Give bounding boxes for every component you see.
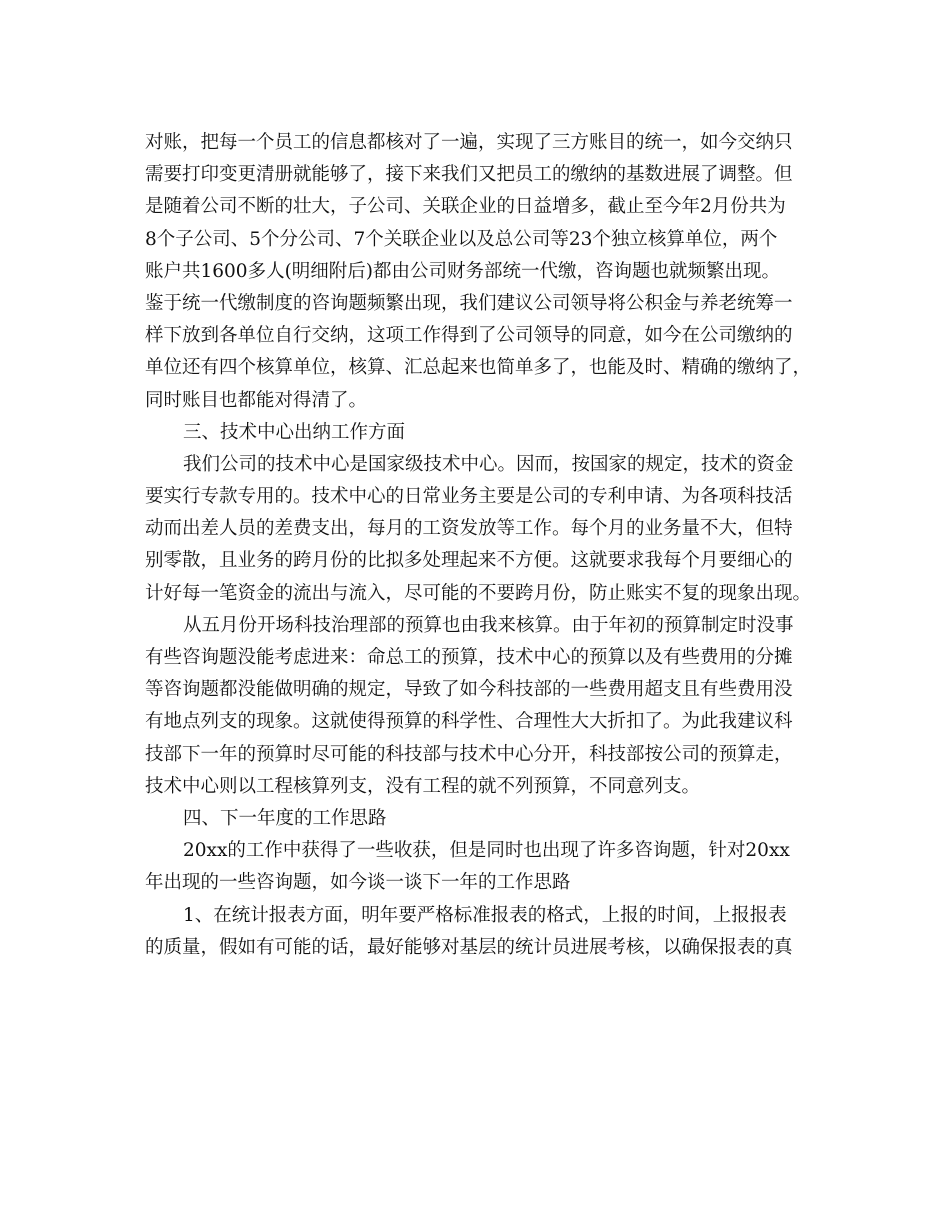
text-line: 动而出差人员的差费支出，每月的工资发放等工作。每个月的业务量不大，但特 [145,518,793,540]
text-line: 等咨询题都没能做明确的规定，导致了如今科技部的一些费用超支且有些费用没 [145,679,793,701]
text-line: 同时账目也都能对得清了。 [145,389,368,411]
text-line: 8个子公司、5个分公司、7个关联企业以及总公司等23个独立核算单位，两个 [145,228,778,250]
text-line: 20xx的工作中获得了一些收获，但是同时也出现了许多咨询题，针对20xx [183,840,790,862]
text-line: 有些咨询题没能考虑进来：命总工的预算，技术中心的预算以及有些费用的分摊 [145,647,793,668]
text-line: 计好每一笔资金的流出与流入，尽可能的不要跨月份，防止账实不复的现象出现。 [145,582,812,604]
text-line: 是随着公司不断的壮大，子公司、关联企业的日益增多，截止至今年2月份共为 [145,196,786,218]
section-heading: 三、技术中心出纳工作方面 [183,421,406,443]
text-line: 技部下一年的预算时尽可能的科技部与技术中心分开，科技部按公司的预算走， [145,743,793,765]
text-line: 需要打印变更清册就能够了，接下来我们又把员工的缴纳的基数进展了调整。但 [145,164,793,186]
section-heading: 四、下一年度的工作思路 [183,807,387,829]
text-line: 1、在统计报表方面，明年要严格标准报表的格式，上报的时间，上报报表 [183,904,787,926]
document-body [145,127,815,964]
text-line: 从五月份开场科技治理部的预算也由我来核算。由于年初的预算制定时没事 [183,614,794,636]
text-line: 对账，把每一个员工的信息都核对了一遍，实现了三方账目的统一，如今交纳只 [145,132,793,153]
text-line: 别零散，且业务的跨月份的比拟多处理起来不方便。这就要求我每个月要细心的 [145,550,793,572]
text-line: 我们公司的技术中心是国家级技术中心。因而，按国家的规定，技术的资金 [183,453,794,475]
text-line: 鉴于统一代缴制度的咨询题频繁出现，我们建议公司领导将公积金与养老统筹一 [145,292,793,314]
text-line: 样下放到各单位自行交纳，这项工作得到了公司领导的同意，如今在公司缴纳的 [145,325,793,347]
text-line: 单位还有四个核算单位，核算、汇总起来也简单多了，也能及时、精确的缴纳了， [145,357,812,379]
text-line: 要实行专款专用的。技术中心的日常业务主要是公司的专利申请、为各项科技活 [145,486,793,508]
text-line: 的质量，假如有可能的话，最好能够对基层的统计员进展考核，以确保报表的真 [145,936,793,958]
text-line: 技术中心则以工程核算列支，没有工程的就不列预算，不同意列支。 [145,775,701,797]
text-line: 账户共1600多人(明细附后)都由公司财务部统一代缴，咨询题也就频繁出现。 [145,260,781,282]
text-line: 年出现的一些咨询题，如今谈一谈下一年的工作思路 [145,872,571,894]
text-line: 有地点列支的现象。这就使得预算的科学性、合理性大大折扣了。为此我建议科 [145,711,793,733]
